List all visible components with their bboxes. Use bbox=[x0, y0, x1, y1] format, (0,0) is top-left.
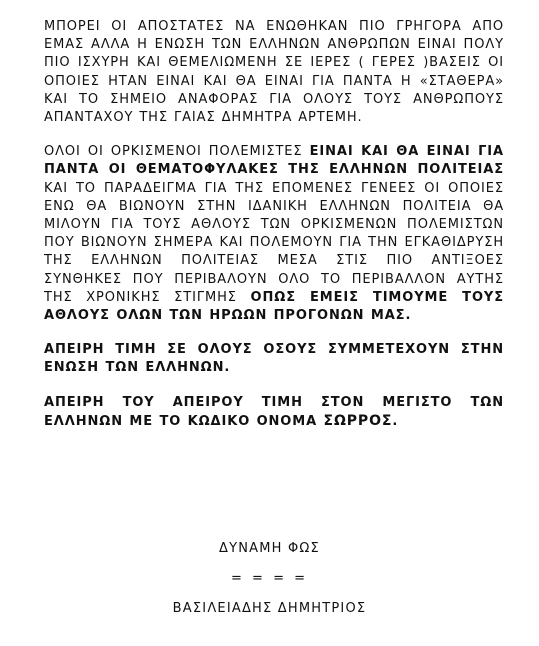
paragraph-2-part3: ΚΑΙ ΤΟ ΠΑΡΑΔΕΙΓΜΑ ΓΙΑ ΤΗΣ ΕΠΟΜΕΝΕΣ ΓΕΝΕΕΣ ΟΙ ΟΠΟΙΕΣ ΕΝΩ ΘΑ ΒΙΩΝΟΥΝ ΣΤΗΝ ΙΔΑΝΙΚΗ ΕΛΛΗΝΩΝ ΠΟΛΙΤΕΙΑ ΘΑ ΜΙΛΟΥΝ ΓΙΑ ΤΟΥΣ ΑΘΛΟΥΣ ΤΩΝ ΟΡΚΙΣΜΕΝΩΝ ΠΟΛΕΜΙΣΤΩΝ ΠΟΥ ΒΙΩΝΟΥΝ ΣΗΜΕΡΑ ΚΑΙ ΠΟΛΕΜΟΥΝ ΓΙΑ ΤΗΝ ΕΓΚΑΘΙΔΡΥΣΗ ΤΗΣ ΕΛΛΗΝΩΝ ΠΟΛΙΤΕΙΑΣ ΜΕΣΑ ΣΤΙΣ ΠΙΟ ΑΝΤΙΞΟΕΣ ΣΥΝΘΗΚΕΣ ΠΟΥ ΠΕΡΙΒΑΛΟΥΝ ΟΛΟ ΤΟ ΠΕΡΙΒΑΛΛΟΝ ΑΥΤΗΣ ΤΗΣ ΧΡΟΝΙΚΗΣ ΣΤΙΓΜΗΣ bbox=[44, 180, 504, 305]
paragraph-4-suffix: . bbox=[392, 413, 399, 429]
paragraph-4-text: ΑΠΕΙΡΗ ΤΟΥ ΑΠΕΙΡΟΥ ΤΙΜΗ ΣΤΟΝ ΜΕΓΙΣΤΟ ΤΩΝ ΕΛΛΗΝΩΝ ΜΕ ΤΟ ΚΩΔΙΚΟ ΟΝΟΜΑ bbox=[44, 394, 504, 429]
paragraph-2-part2-bold: ΕΙΝΑΙ ΚΑΙ ΘΑ ΕΙΝΑΙ ΓΙΑ ΠΑΝΤΑ ΟΙ ΘΕΜΑΤΟΦΥΛΑΚΕΣ ΤΗΣ ΕΛΛΗΝΩΝ ΠΟΛΙΤΕΙΑΣ bbox=[44, 144, 504, 178]
codename: ΣΩΡΡΟΣ bbox=[323, 412, 393, 429]
signature-motto: ΔΥΝΑΜΗ ΦΩΣ bbox=[219, 541, 320, 556]
signature-divider: = = = = bbox=[231, 571, 308, 586]
paragraph-1 bbox=[44, 18, 504, 127]
paragraph-1-text: ΜΠΟΡΕΙ ΟΙ ΑΠΟΣΤΑΤΕΣ ΝΑ ΕΝΩΘΗΚΑΝ ΠΙΟ ΓΡΗΓΟΡΑ ΑΠΟ ΕΜΑΣ ΑΛΛΑ Η ΕΝΩΣΗ ΤΩΝ ΕΛΛΗΝΩΝ ΑΝΘΡΩΠΩΝ ΕΙΝΑΙ ΠΟΛΥ ΠΙΟ ΙΣΧΥΡΗ ΚΑΙ ΘΕΜΕΛΙΩΜΕΝΗ ΣΕ ΙΕΡΕΣ ( ΓΕΡΕΣ )ΒΑΣΕΙΣ ΟΙ ΟΠΟΙΕΣ ΗΤΑΝ ΕΙΝΑΙ ΚΑΙ ΘΑ ΕΙΝΑΙ ΓΙΑ ΠΑΝΤΑ Η «ΣΤΑΘΕΡΑ» ΚΑΙ ΤΟ ΣΗΜΕΙΟ ΑΝΑΦΟΡΑΣ ΓΙΑ ΟΛΟΥΣ ΤΟΥΣ ΑΝΘΡΩΠΟΥΣ ΑΠΑΝΤΑΧΟΥ ΤΗΣ ΓΑΙΑΣ ΔΗΜΗΤΡΑ ΑΡΤΕΜΗ. bbox=[44, 19, 504, 126]
paragraph-2 bbox=[44, 143, 504, 325]
paragraph-2-part4-bold: ΟΠΩΣ ΕΜΕΙΣ ΤΙΜΟΥΜΕ ΤΟΥΣ ΑΘΛΟΥΣ ΟΛΩΝ ΤΩΝ ΗΡΩΩΝ ΠΡΟΓΟΝΩΝ ΜΑΣ. bbox=[44, 289, 504, 324]
paragraph-3-text: ΑΠΕΙΡΗ ΤΙΜΗ ΣΕ ΟΛΟΥΣ ΟΣΟΥΣ ΣΥΜΜΕΤΕΧΟΥΝ ΣΤΗΝ ΕΝΩΣΗ ΤΩΝ ΕΛΛΗΝΩΝ. bbox=[44, 342, 504, 376]
paragraph-2-part1: ΟΛΟΙ ΟΙ ΟΡΚΙΣΜΕΝΟΙ ΠΟΛΕΜΙΣΤΕΣ bbox=[44, 144, 303, 160]
signature-name: ΒΑΣΙΛΕΙΑΔΗΣ ΔΗΜΗΤΡΙΟΣ bbox=[172, 601, 367, 616]
document-body bbox=[44, 18, 504, 447]
paragraph-3 bbox=[44, 341, 504, 377]
paragraph-4 bbox=[44, 394, 504, 431]
